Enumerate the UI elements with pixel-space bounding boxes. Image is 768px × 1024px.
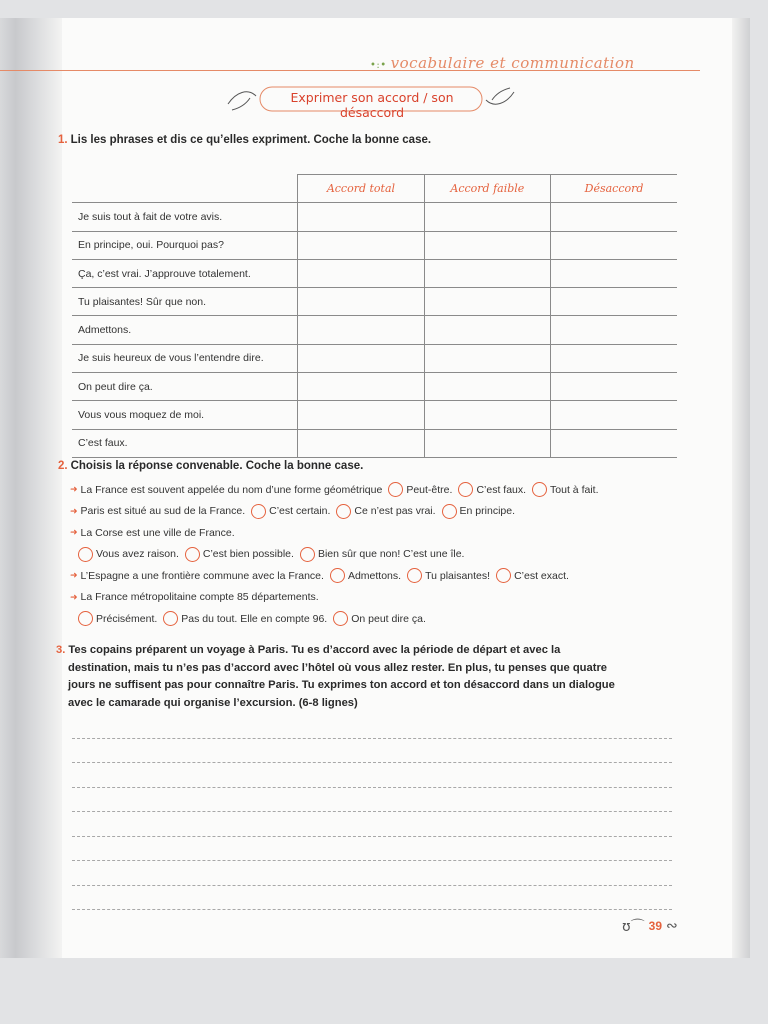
arrow-icon: ➜ bbox=[70, 570, 78, 581]
checkbox-cell[interactable] bbox=[424, 231, 550, 259]
option[interactable] bbox=[330, 568, 401, 583]
exercise-3 bbox=[56, 642, 676, 712]
checkbox-cell[interactable] bbox=[298, 288, 424, 316]
exercise-2-number: 2. bbox=[58, 460, 68, 472]
table-row bbox=[72, 401, 677, 429]
checkbox-cell[interactable] bbox=[424, 429, 550, 457]
workbook-page bbox=[0, 18, 750, 958]
checkbox-cell[interactable] bbox=[298, 429, 424, 457]
dots-ornament-icon: •:• bbox=[370, 60, 387, 71]
radio-circle-icon[interactable] bbox=[185, 547, 200, 562]
checkbox-cell[interactable] bbox=[298, 401, 424, 429]
question-2 bbox=[70, 501, 710, 523]
radio-circle-icon[interactable] bbox=[407, 568, 422, 583]
option[interactable] bbox=[442, 504, 515, 519]
arrow-icon: ➜ bbox=[70, 484, 78, 495]
question-3-options bbox=[70, 544, 710, 566]
exercise-2-text: Choisis la réponse convenable. Coche la bonne case. bbox=[70, 460, 364, 472]
checkbox-cell[interactable] bbox=[298, 344, 424, 372]
checkbox-cell[interactable] bbox=[424, 373, 550, 401]
radio-circle-icon[interactable] bbox=[78, 611, 93, 626]
option-label: Tu plaisantes! bbox=[425, 569, 491, 582]
option-label: C’est certain. bbox=[269, 505, 331, 518]
exercise-1-number: 1. bbox=[58, 134, 68, 146]
table-header-row bbox=[72, 175, 677, 203]
section-title bbox=[370, 54, 635, 72]
radio-circle-icon[interactable] bbox=[251, 504, 266, 519]
option[interactable] bbox=[300, 547, 465, 562]
phrase-cell: On peut dire ça. bbox=[72, 373, 298, 401]
checkbox-cell[interactable] bbox=[551, 259, 677, 287]
option-label: Bien sûr que non! C’est une île. bbox=[317, 548, 465, 561]
radio-circle-icon[interactable] bbox=[388, 482, 403, 497]
book-spine-shadow bbox=[0, 18, 62, 958]
table-row bbox=[72, 373, 677, 401]
writing-line[interactable] bbox=[72, 812, 672, 837]
agreement-table bbox=[72, 174, 677, 458]
option[interactable] bbox=[532, 482, 598, 497]
question-text: L’Espagne a une frontière commune avec la France. bbox=[80, 569, 324, 582]
phrase-cell: Je suis tout à fait de votre avis. bbox=[72, 203, 298, 231]
option[interactable] bbox=[78, 547, 179, 562]
swirl-right-icon: ∾ bbox=[666, 918, 678, 934]
option-label: En principe. bbox=[459, 505, 515, 518]
radio-circle-icon[interactable] bbox=[458, 482, 473, 497]
option[interactable] bbox=[251, 504, 330, 519]
checkbox-cell[interactable] bbox=[424, 401, 550, 429]
phrase-cell: Je suis heureux de vous l’entendre dire. bbox=[72, 344, 298, 372]
radio-circle-icon[interactable] bbox=[442, 504, 457, 519]
option-label: C’est bien possible. bbox=[202, 548, 294, 561]
column-accord-total: Accord total bbox=[298, 175, 424, 203]
checkbox-cell[interactable] bbox=[424, 288, 550, 316]
phrase-cell: En principe, oui. Pourquoi pas? bbox=[72, 231, 298, 259]
writing-line[interactable] bbox=[72, 861, 672, 886]
option-label: C’est faux. bbox=[476, 483, 527, 496]
phrase-cell: C’est faux. bbox=[72, 429, 298, 457]
page-number bbox=[622, 916, 678, 936]
option[interactable] bbox=[407, 568, 490, 583]
column-desaccord: Désaccord bbox=[551, 175, 677, 203]
writing-area[interactable] bbox=[72, 714, 672, 910]
writing-line[interactable] bbox=[72, 763, 672, 788]
radio-circle-icon[interactable] bbox=[300, 547, 315, 562]
checkbox-cell[interactable] bbox=[298, 373, 424, 401]
writing-line[interactable] bbox=[72, 788, 672, 813]
table-row bbox=[72, 344, 677, 372]
radio-circle-icon[interactable] bbox=[330, 568, 345, 583]
question-text: La France est souvent appelée du nom d’une forme géométrique bbox=[80, 483, 383, 496]
table-row bbox=[72, 429, 677, 457]
exercise-3-number: 3. bbox=[56, 644, 66, 656]
option-label: Précisément. bbox=[96, 612, 158, 625]
radio-circle-icon[interactable] bbox=[336, 504, 351, 519]
option[interactable] bbox=[388, 482, 452, 497]
checkbox-cell[interactable] bbox=[551, 288, 677, 316]
exercise-3-line-3: jours ne suffisent pas pour connaître Paris. Tu exprimes ton accord et ton désaccord dans un dialogue bbox=[68, 679, 615, 691]
phrase-cell: Ça, c’est vrai. J’approuve totalement. bbox=[72, 259, 298, 287]
exercise-3-text: Tes copains préparent un voyage à Paris. Tu es d’accord avec la période de départ et avec la bbox=[68, 644, 561, 656]
arrow-icon: ➜ bbox=[70, 527, 78, 538]
checkbox-cell[interactable] bbox=[424, 259, 550, 287]
checkbox-cell[interactable] bbox=[424, 316, 550, 344]
question-5 bbox=[70, 587, 710, 609]
checkbox-cell[interactable] bbox=[298, 231, 424, 259]
option-label: Ce n’est pas vrai. bbox=[354, 505, 436, 518]
writing-line[interactable] bbox=[72, 739, 672, 764]
table-corner bbox=[72, 175, 298, 203]
phrase-cell: Vous vous moquez de moi. bbox=[72, 401, 298, 429]
exercise-3-line-2: destination, mais tu n’es pas d’accord avec l’hôtel où vous allez rester. En plus, tu penses que quatre bbox=[68, 661, 608, 674]
option-label: On peut dire ça. bbox=[351, 612, 426, 625]
checkbox-cell[interactable] bbox=[551, 316, 677, 344]
radio-circle-icon[interactable] bbox=[333, 611, 348, 626]
exercise-3-line-1 bbox=[56, 642, 676, 660]
theme-title: Exprimer son accord / son désaccord bbox=[290, 90, 454, 120]
radio-circle-icon[interactable] bbox=[532, 482, 547, 497]
option[interactable] bbox=[496, 568, 569, 583]
radio-circle-icon[interactable] bbox=[496, 568, 511, 583]
checkbox-cell[interactable] bbox=[551, 429, 677, 457]
arrow-icon: ➜ bbox=[70, 505, 78, 516]
option[interactable] bbox=[333, 611, 426, 626]
option[interactable] bbox=[458, 482, 526, 497]
option-label: C’est exact. bbox=[514, 569, 569, 582]
radio-circle-icon[interactable] bbox=[163, 611, 178, 626]
exercise-1-instruction bbox=[58, 132, 431, 149]
question-text: Paris est situé au sud de la France. bbox=[80, 505, 246, 518]
table-row bbox=[72, 203, 677, 231]
checkbox-cell[interactable] bbox=[424, 203, 550, 231]
question-text: La France métropolitaine compte 85 départements. bbox=[80, 591, 319, 604]
question-3 bbox=[70, 522, 710, 544]
writing-line[interactable] bbox=[72, 837, 672, 862]
option-label: Admettons. bbox=[347, 569, 402, 582]
exercise-1-text: Lis les phrases et dis ce qu’elles expriment. Coche la bonne case. bbox=[70, 134, 432, 146]
column-accord-faible: Accord faible bbox=[424, 175, 550, 203]
option[interactable] bbox=[185, 547, 294, 562]
table-row bbox=[72, 259, 677, 287]
option[interactable] bbox=[78, 611, 157, 626]
checkbox-cell[interactable] bbox=[551, 203, 677, 231]
checkbox-cell[interactable] bbox=[551, 231, 677, 259]
exercise-2-instruction bbox=[58, 458, 363, 475]
checkbox-cell[interactable] bbox=[424, 344, 550, 372]
table-row bbox=[72, 231, 677, 259]
swirl-left-icon: ʊ⌒ bbox=[622, 919, 645, 935]
exercise-3-line-4: avec le camarade qui organise l’excursion. (6-8 lignes) bbox=[68, 696, 358, 709]
arrow-icon: ➜ bbox=[70, 591, 78, 602]
option-label: Peut-être. bbox=[406, 483, 453, 496]
checkbox-cell[interactable] bbox=[551, 344, 677, 372]
page-edge bbox=[732, 18, 750, 958]
radio-circle-icon[interactable] bbox=[78, 547, 93, 562]
question-5-options bbox=[70, 608, 710, 630]
writing-line[interactable] bbox=[72, 714, 672, 739]
section-title-text: vocabulaire et communication bbox=[390, 54, 635, 72]
question-text: La Corse est une ville de France. bbox=[80, 526, 235, 539]
checkbox-cell[interactable] bbox=[551, 373, 677, 401]
table-row bbox=[72, 316, 677, 344]
page-number-text: 39 bbox=[648, 919, 663, 933]
option-label: Pas du tout. Elle en compte 96. bbox=[181, 612, 328, 625]
checkbox-cell[interactable] bbox=[298, 203, 424, 231]
checkbox-cell[interactable] bbox=[298, 316, 424, 344]
exercise-2-questions bbox=[70, 479, 710, 630]
option-label: Tout à fait. bbox=[550, 483, 599, 496]
option[interactable] bbox=[336, 504, 435, 519]
checkbox-cell[interactable] bbox=[551, 401, 677, 429]
phrase-cell: Admettons. bbox=[72, 316, 298, 344]
phrase-cell: Tu plaisantes! Sûr que non. bbox=[72, 288, 298, 316]
theme-banner bbox=[226, 84, 516, 120]
question-4 bbox=[70, 565, 710, 587]
option-label: Vous avez raison. bbox=[96, 548, 179, 561]
writing-line[interactable] bbox=[72, 886, 672, 911]
question-1 bbox=[70, 479, 710, 501]
option[interactable] bbox=[163, 611, 327, 626]
checkbox-cell[interactable] bbox=[298, 259, 424, 287]
table-row bbox=[72, 288, 677, 316]
